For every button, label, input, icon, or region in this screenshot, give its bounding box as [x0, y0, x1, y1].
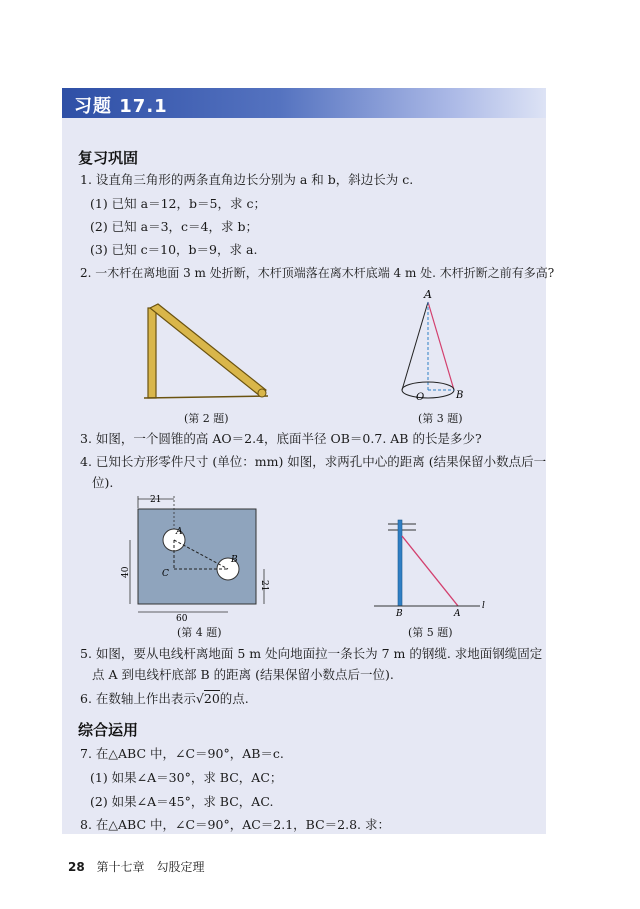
cone-label-A: A: [424, 288, 432, 301]
problem-6-radicand: 20: [203, 691, 220, 706]
figure-plate: [118, 494, 278, 624]
plate-label-40: 40: [121, 566, 131, 578]
ground-line: [144, 396, 268, 398]
problem-7-part-2: (2) 如果∠A＝45°，求 BC，AC.: [90, 794, 274, 809]
problem-6: [80, 691, 249, 707]
pole-label-B: B: [396, 609, 403, 619]
stick-broken-part: [150, 304, 266, 396]
page-number: 28: [68, 860, 85, 874]
pole-body: [398, 520, 402, 606]
problem-4-line2: 位).: [92, 475, 114, 490]
exercise-header: [62, 88, 546, 118]
plate-label-21-right: 21: [259, 580, 269, 592]
section-heading-review: 复习巩固: [78, 149, 139, 167]
problem-5-line1: 5. 如图，要从电线杆离地面 5 m 处向地面拉一条长为 7 m 的钢缆. 求地面钢缆固定: [80, 646, 543, 661]
chapter-title: 第十七章 勾股定理: [96, 860, 205, 874]
problem-1: 1. 设直角三角形的两条直角边长分别为 a 和 b，斜边长为 c.: [80, 172, 414, 187]
problem-5-line2: 点 A 到电线杆底部 B 的距离 (结果保留小数点后一位).: [92, 667, 394, 682]
cone-label-O: O: [416, 392, 425, 403]
section-heading-apply: 综合运用: [78, 721, 139, 739]
problem-8: 8. 在△ABC 中，∠C＝90°，AC＝2.1，BC＝2.8. 求：: [80, 817, 390, 832]
figure-pole: [370, 512, 490, 622]
problem-6-text: 6. 在数轴上作出表示: [80, 691, 196, 706]
cone-slant-AB: [428, 302, 454, 390]
plate-label-B: B: [231, 555, 238, 565]
plate-label-C: C: [162, 569, 169, 579]
pole-label-A: A: [454, 609, 461, 619]
plate-label-21-top: 21: [150, 495, 162, 505]
cone-left-edge: [402, 302, 428, 390]
pole-label-l: l: [482, 601, 485, 611]
stick-upright: [148, 308, 156, 398]
pole-cable: [402, 536, 458, 606]
problem-4-line1: 4. 已知长方形零件尺寸 (单位：mm) 如图，求两孔中心的距离 (结果保留小数点后一: [80, 454, 547, 469]
problem-1-part-1: (1) 已知 a＝12，b＝5，求 c；: [90, 196, 266, 211]
problem-7-part-1: (1) 如果∠A＝30°，求 BC，AC；: [90, 770, 283, 785]
plate-label-A: A: [176, 527, 183, 537]
problem-3: 3. 如图，一个圆锥的高 AO＝2.4，底面半径 OB＝0.7. AB 的长是多少?: [80, 431, 482, 446]
figure-cone: [390, 290, 480, 410]
problem-7: 7. 在△ABC 中，∠C＝90°，AB＝c.: [80, 746, 284, 761]
problem-1-part-3: (3) 已知 c＝10，b＝9，求 a.: [90, 242, 258, 257]
problem-1-part-2: (2) 已知 a＝3，c＝4，求 b；: [90, 219, 258, 234]
cone-label-B: B: [456, 390, 464, 401]
problem-6-text-end: 的点.: [219, 691, 249, 706]
caption-fig4: (第 4 题): [177, 626, 222, 639]
caption-fig3: (第 3 题): [418, 412, 463, 425]
plate-body: [138, 509, 256, 604]
caption-fig2: (第 2 题): [184, 412, 229, 425]
exercise-title: 习题 17.1: [74, 96, 168, 117]
caption-fig5: (第 5 题): [408, 626, 453, 639]
plate-label-60: 60: [176, 614, 188, 624]
page-footer: [68, 858, 205, 875]
problem-2: 2. 一木杆在离地面 3 m 处折断，木杆顶端落在离木杆底端 4 m 处. 木杆折断之前有多高?: [80, 266, 555, 280]
figure-broken-stick: [140, 300, 280, 410]
sqrt-symbol: √: [195, 691, 204, 706]
stick-tip: [258, 389, 266, 397]
